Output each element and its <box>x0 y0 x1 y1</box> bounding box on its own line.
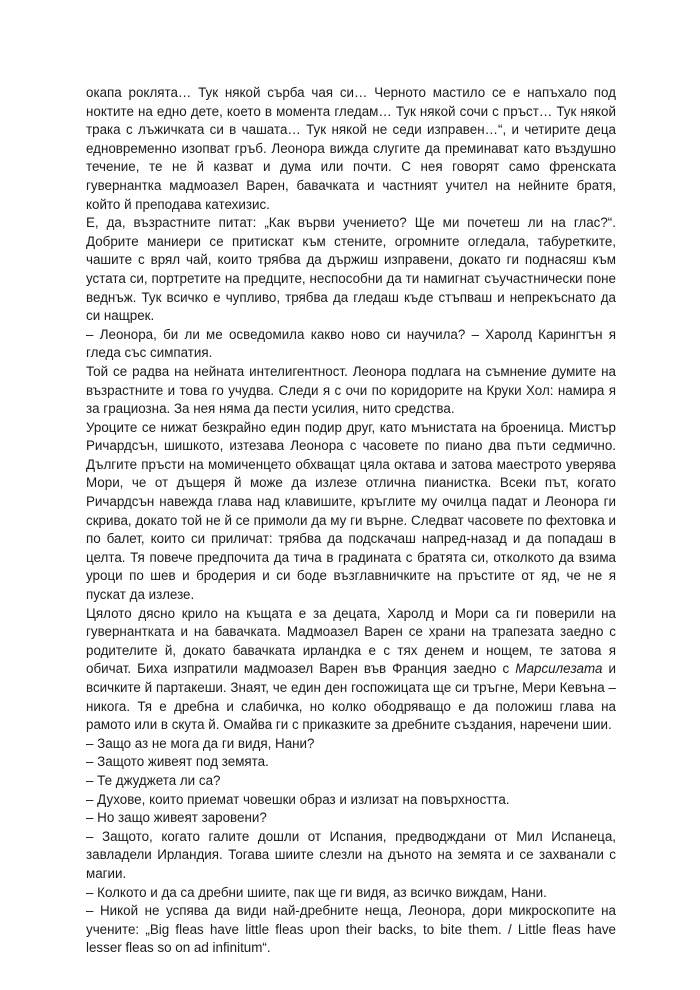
paragraph <box>86 605 616 735</box>
italic-title: Марсилезата <box>515 661 603 677</box>
dialogue-line: – Защото живеят под земята. <box>86 754 269 770</box>
paragraph-text: и всичките й партакеши. Знаят, че един ден госпожицата ще си тръгне, Мери Кевъна – никога. Тя е дребна и слабичка, но колко ободряващо е да положиш глава на рамото или в скута й. Омайва ги с приказките за дребните създания, наречени шии. <box>86 661 616 733</box>
paragraph-text: Цялото дясно крило на къщата е за децата, Харолд и Мори са ги поверили на гувернантката и на бавачката. Мадмоазел Варен се храни на трапезата заедно с родителите й, докато бавачката ирландка е с тях денем и нощем, те затова я обичат. Биха изпратили мадмоазел Варен във Франция заедно с <box>86 605 616 677</box>
dialogue-line: – Колкото и да са дребни шиите, пак ще ги видя, аз всичко виждам, Нани. <box>86 884 547 900</box>
paragraph: Уроците се нижат безкрайно един подир друг, като мънистата на броеница. Мистър Ричардсън, шишкото, изтезава Леонора с часовете по пиано два пъти седмично. Дългите пръсти на момиченцето обхващат цяла октава и затова маестрото уверява Мори, че от дъщеря й може да излезе отлична пианистка. Всеки път, когато Ричардсън навежда глава над клавишите, кръглите му очилца падат и Леонора ги скрива, докато той не й се примоли да му ги върне. Следват часовете по фехтовка и по балет, които си приличат: трябва да подскачаш напред-назад и да попадаш в целта. Тя повече предпочита да тича в градината с братята си, отколкото да взима уроци по шев и бродерия и си боде възглавничките на пръстите от яд, че не я пускат да излезе. <box>86 419 616 603</box>
paragraph: окапа роклята… Тук някой сърба чая си… Черното мастило се е напъхало под ноктите на едно дете, което в момента гледам… Тук някой сочи с пръст… Тук някой трака с лъжичката си в чашата… Тук някой не седи изправен…“, и четирите деца едновременно изопват гръб. Леонора вижда слугите да преминават като въздушно течение, те не й казват и дума или почти. С нея говорят само френската гувернантка мадмоазел Варен, бавачката и частният учител на нейните братя, който й преподава катехизис. <box>86 85 616 212</box>
dialogue-line: – Защото, когато галите дошли от Испания, предводждани от Мил Испанеца, завладели Ирландия. Тогава шиите слезли на дъното на земята и се захванали с магии. <box>86 828 616 881</box>
body-text <box>86 84 616 958</box>
dialogue-line: – Никой не успява да види най-дребните неща, Леонора, дори микроскопите на учените: „Big fleas have little fleas upon their backs, to bite them. / Little fleas have lesser fleas so on ad infinitum“. <box>86 903 616 956</box>
paragraph: Той се радва на нейната интелигентност. Леонора подлага на съмнение думите на възрастните и това го учудва. Следи я с очи по коридорите на Круки Хол: намира я за грациозна. За нея няма да пести усилия, нито средства. <box>86 363 616 417</box>
dialogue-line: – Защо аз не мога да ги видя, Нани? <box>86 735 315 751</box>
dialogue-line: – Леонора, би ли ме осведомила какво ново си научила? – Харолд Карингтън я гледа със симпатия. <box>86 326 616 361</box>
paragraph: Е, да, възрастните питат: „Как върви учението? Ще ми почетеш ли на глас?“. Добрите маниери се притискат към стените, огромните огледала, табуретките, чашите с врял чай, които трябва да държиш изправени, докато ги поднасяш към устата си, портретите на предците, неспособни да ти намигнат съучастнически поне веднъж. Тук всичко е чупливо, трябва да гледаш къде стъпваш и непрекъснато да си нащрек. <box>86 215 616 324</box>
dialogue-line: – Но защо живеят заровени? <box>86 810 267 826</box>
dialogue-line: – Те джуджета ли са? <box>86 772 221 788</box>
dialogue-line: – Духове, които приемат човешки образ и излизат на повърхността. <box>86 791 510 807</box>
